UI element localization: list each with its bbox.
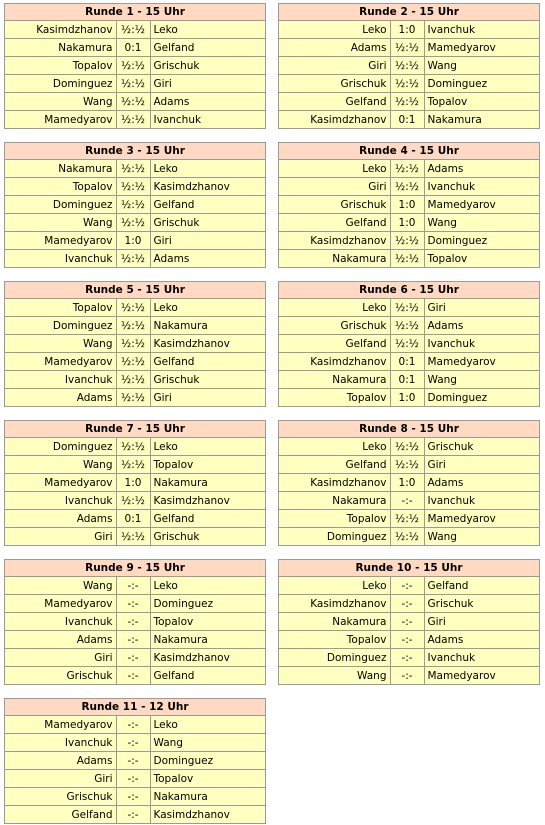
game-result: 1:0	[390, 21, 424, 39]
white-player: Wang	[5, 456, 116, 474]
game-result: ½:½	[116, 492, 150, 510]
game-row	[5, 456, 265, 474]
white-player: Ivanchuk	[5, 371, 116, 389]
black-player: Dominguez	[150, 595, 265, 613]
game-row	[5, 299, 265, 317]
game-result: ½:½	[390, 250, 424, 268]
round-title: Runde 2 - 15 Uhr	[279, 4, 539, 21]
white-player: Dominguez	[5, 438, 116, 456]
black-player: Topalov	[150, 456, 265, 474]
games-table	[5, 716, 265, 823]
white-player: Giri	[279, 178, 390, 196]
game-row	[279, 353, 539, 371]
white-player: Leko	[279, 21, 390, 39]
game-row	[279, 371, 539, 389]
game-result: -:-	[116, 613, 150, 631]
game-result: -:-	[116, 752, 150, 770]
game-row	[5, 716, 265, 734]
game-row	[279, 510, 539, 528]
white-player: Nakamura	[279, 492, 390, 510]
white-player: Giri	[5, 770, 116, 788]
white-player: Mamedyarov	[5, 595, 116, 613]
game-result: ½:½	[390, 335, 424, 353]
white-player: Wang	[5, 577, 116, 595]
white-player: Kasimdzhanov	[310, 113, 387, 126]
round-table	[278, 3, 540, 129]
game-result: ½:½	[116, 93, 150, 111]
game-row	[5, 631, 265, 649]
white-player: Adams	[279, 39, 390, 57]
games-table	[279, 438, 539, 545]
white-player: Wang	[357, 669, 387, 682]
black-player: Kasimdzhanov	[153, 808, 230, 821]
white-player: Gelfand	[279, 93, 390, 111]
game-result: -:-	[390, 613, 424, 631]
white-player: Mamedyarov	[5, 716, 116, 734]
game-result: ½:½	[116, 335, 150, 353]
game-result: -:-	[390, 595, 424, 613]
game-row	[279, 438, 539, 456]
black-player: Adams	[150, 93, 265, 111]
black-player: Mamedyarov	[424, 196, 539, 214]
black-player: Gelfand	[153, 669, 195, 682]
black-player: Adams	[424, 160, 539, 178]
games-table	[5, 577, 265, 684]
black-player: Adams	[153, 252, 190, 265]
game-row	[279, 317, 539, 335]
game-result: ½:½	[116, 75, 150, 93]
round-table	[278, 420, 540, 546]
white-player: Topalov	[5, 178, 116, 196]
white-player: Adams	[5, 631, 116, 649]
game-result: ½:½	[116, 371, 150, 389]
white-player: Grischuk	[279, 75, 390, 93]
white-player: Gelfand	[71, 808, 113, 821]
black-player: Ivanchuk	[424, 335, 539, 353]
game-row	[5, 528, 265, 546]
game-result: ½:½	[116, 317, 150, 335]
white-player: Wang	[5, 93, 116, 111]
games-table	[5, 21, 265, 128]
white-player: Dominguez	[5, 317, 116, 335]
round-title: Runde 4 - 15 Uhr	[279, 143, 539, 160]
round-table	[278, 559, 540, 685]
black-player: Dominguez	[427, 391, 488, 404]
game-result: ½:½	[116, 456, 150, 474]
round-title: Runde 9 - 15 Uhr	[5, 560, 265, 577]
white-player: Grischuk	[279, 196, 390, 214]
game-result: ½:½	[116, 196, 150, 214]
game-row	[5, 196, 265, 214]
game-result: ½:½	[116, 299, 150, 317]
game-result: -:-	[116, 667, 150, 685]
white-player: Gelfand	[279, 456, 390, 474]
white-player: Leko	[279, 438, 390, 456]
game-result: ½:½	[116, 528, 150, 546]
game-row	[5, 371, 265, 389]
game-row	[5, 57, 265, 75]
white-player: Topalov	[279, 631, 390, 649]
black-player: Giri	[150, 232, 265, 250]
black-player: Mamedyarov	[424, 39, 539, 57]
game-result: -:-	[116, 734, 150, 752]
game-row	[279, 111, 539, 129]
game-row	[5, 353, 265, 371]
round-title: Runde 8 - 15 Uhr	[279, 421, 539, 438]
game-result: 0:1	[390, 353, 424, 371]
round-title: Runde 10 - 15 Uhr	[279, 560, 539, 577]
game-row	[279, 667, 539, 685]
game-row	[279, 492, 539, 510]
round-title: Runde 1 - 15 Uhr	[5, 4, 265, 21]
black-player: Gelfand	[150, 39, 265, 57]
black-player: Adams	[424, 317, 539, 335]
game-result: ½:½	[116, 178, 150, 196]
white-player: Leko	[279, 577, 390, 595]
game-row	[5, 160, 265, 178]
white-player: Giri	[5, 649, 116, 667]
white-player: Ivanchuk	[5, 613, 116, 631]
game-row	[279, 613, 539, 631]
black-player: Mamedyarov	[427, 669, 496, 682]
black-player: Adams	[424, 474, 539, 492]
white-player: Kasimdzhanov	[5, 21, 116, 39]
game-row	[279, 39, 539, 57]
game-row	[279, 528, 539, 546]
game-row	[5, 250, 265, 268]
games-table	[5, 160, 265, 267]
white-player: Giri	[279, 57, 390, 75]
white-player: Kasimdzhanov	[279, 474, 390, 492]
black-player: Giri	[153, 391, 172, 404]
white-player: Mamedyarov	[5, 474, 116, 492]
game-row	[279, 389, 539, 407]
black-player: Ivanchuk	[153, 113, 202, 126]
game-result: -:-	[390, 649, 424, 667]
game-result: 1:0	[390, 389, 424, 407]
black-player: Adams	[424, 631, 539, 649]
black-player: Nakamura	[150, 317, 265, 335]
black-player: Kasimdzhanov	[150, 178, 265, 196]
white-player: Kasimdzhanov	[279, 353, 390, 371]
game-result: ½:½	[390, 39, 424, 57]
game-row	[5, 232, 265, 250]
game-row	[5, 474, 265, 492]
game-result: 1:0	[390, 214, 424, 232]
white-player: Ivanchuk	[5, 492, 116, 510]
black-player: Leko	[150, 716, 265, 734]
game-result: ½:½	[116, 389, 150, 407]
round-table	[278, 281, 540, 407]
game-result: -:-	[390, 667, 424, 685]
game-result: ½:½	[390, 178, 424, 196]
game-row	[279, 577, 539, 595]
game-row	[5, 21, 265, 39]
white-player: Topalov	[346, 391, 387, 404]
game-row	[5, 613, 265, 631]
white-player: Gelfand	[279, 335, 390, 353]
game-result: ½:½	[116, 353, 150, 371]
round-title: Runde 7 - 15 Uhr	[5, 421, 265, 438]
game-result: ½:½	[390, 93, 424, 111]
round-title: Runde 6 - 15 Uhr	[279, 282, 539, 299]
game-result: ½:½	[390, 510, 424, 528]
white-player: Giri	[94, 530, 113, 543]
game-row	[5, 649, 265, 667]
game-result: 1:0	[390, 474, 424, 492]
game-result: 1:0	[390, 196, 424, 214]
white-player: Dominguez	[326, 530, 387, 543]
white-player: Adams	[5, 752, 116, 770]
game-row	[5, 111, 265, 129]
white-player: Kasimdzhanov	[279, 595, 390, 613]
game-result: 1:0	[116, 474, 150, 492]
round-table	[4, 559, 266, 685]
black-player: Dominguez	[424, 232, 539, 250]
round-title: Runde 3 - 15 Uhr	[5, 143, 265, 160]
game-row	[279, 250, 539, 268]
game-result: -:-	[390, 577, 424, 595]
game-result: ½:½	[116, 214, 150, 232]
game-row	[5, 214, 265, 232]
round-table	[4, 420, 266, 546]
game-row	[279, 196, 539, 214]
games-table	[5, 438, 265, 545]
game-row	[5, 492, 265, 510]
game-result: ½:½	[116, 160, 150, 178]
white-player: Wang	[5, 335, 116, 353]
game-result: ½:½	[116, 111, 150, 129]
black-player: Wang	[427, 530, 457, 543]
black-player: Giri	[424, 299, 539, 317]
game-result: 1:0	[116, 232, 150, 250]
black-player: Mamedyarov	[424, 510, 539, 528]
game-result: ½:½	[390, 528, 424, 546]
black-player: Topalov	[424, 93, 539, 111]
game-row	[279, 160, 539, 178]
games-table	[279, 160, 539, 267]
game-result: ½:½	[390, 456, 424, 474]
game-row	[279, 649, 539, 667]
game-row	[5, 389, 265, 407]
game-result: -:-	[116, 806, 150, 824]
black-player: Grischuk	[153, 530, 200, 543]
game-row	[5, 75, 265, 93]
white-player: Nakamura	[332, 252, 387, 265]
game-row	[5, 317, 265, 335]
black-player: Leko	[150, 21, 265, 39]
black-player: Ivanchuk	[424, 649, 539, 667]
game-result: ½:½	[116, 438, 150, 456]
white-player: Kasimdzhanov	[279, 232, 390, 250]
black-player: Gelfand	[150, 353, 265, 371]
white-player: Topalov	[5, 57, 116, 75]
game-result: ½:½	[390, 317, 424, 335]
white-player: Dominguez	[279, 649, 390, 667]
round-table	[278, 142, 540, 268]
white-player: Nakamura	[279, 613, 390, 631]
game-result: ½:½	[116, 250, 150, 268]
black-player: Mamedyarov	[424, 353, 539, 371]
game-result: ½:½	[390, 232, 424, 250]
game-row	[279, 631, 539, 649]
black-player: Ivanchuk	[424, 21, 539, 39]
game-result: 0:1	[116, 510, 150, 528]
black-player: Leko	[150, 160, 265, 178]
white-player: Leko	[279, 299, 390, 317]
game-row	[5, 335, 265, 353]
game-row	[279, 57, 539, 75]
white-player: Mamedyarov	[44, 113, 113, 126]
white-player: Grischuk	[66, 669, 113, 682]
white-player: Dominguez	[5, 196, 116, 214]
game-row	[279, 75, 539, 93]
black-player: Leko	[150, 577, 265, 595]
game-row	[5, 438, 265, 456]
game-row	[279, 21, 539, 39]
white-player: Adams	[5, 510, 116, 528]
round-table	[4, 3, 266, 129]
black-player: Wang	[424, 214, 539, 232]
white-player: Mamedyarov	[5, 353, 116, 371]
game-row	[279, 474, 539, 492]
game-result: -:-	[116, 595, 150, 613]
round-table	[4, 142, 266, 268]
white-player: Wang	[5, 214, 116, 232]
game-row	[279, 232, 539, 250]
black-player: Topalov	[427, 252, 468, 265]
game-row	[279, 214, 539, 232]
black-player: Ivanchuk	[424, 492, 539, 510]
white-player: Nakamura	[279, 371, 390, 389]
white-player: Dominguez	[5, 75, 116, 93]
black-player: Leko	[150, 438, 265, 456]
white-player: Ivanchuk	[64, 252, 113, 265]
game-result: -:-	[116, 631, 150, 649]
black-player: Giri	[424, 613, 539, 631]
black-player: Grischuk	[424, 595, 539, 613]
game-result: ½:½	[116, 21, 150, 39]
game-result: ½:½	[116, 57, 150, 75]
game-row	[279, 595, 539, 613]
white-player: Topalov	[5, 299, 116, 317]
black-player: Kasimdzhanov	[150, 492, 265, 510]
game-row	[279, 178, 539, 196]
game-result: ½:½	[390, 299, 424, 317]
black-player: Kasimdzhanov	[150, 649, 265, 667]
game-result: 0:1	[116, 39, 150, 57]
black-player: Dominguez	[424, 75, 539, 93]
round-title: Runde 11 - 12 Uhr	[5, 699, 265, 716]
game-result: 0:1	[390, 111, 424, 129]
black-player: Grischuk	[150, 57, 265, 75]
black-player: Topalov	[150, 613, 265, 631]
games-table	[279, 577, 539, 684]
game-row	[5, 93, 265, 111]
white-player: Topalov	[279, 510, 390, 528]
black-player: Wang	[424, 371, 539, 389]
game-row	[5, 39, 265, 57]
game-row	[5, 788, 265, 806]
game-result: -:-	[116, 788, 150, 806]
game-row	[279, 335, 539, 353]
black-player: Leko	[150, 299, 265, 317]
game-result: -:-	[390, 492, 424, 510]
white-player: Leko	[279, 160, 390, 178]
game-row	[5, 595, 265, 613]
game-row	[5, 667, 265, 685]
game-row	[279, 456, 539, 474]
black-player: Nakamura	[150, 474, 265, 492]
black-player: Kasimdzhanov	[150, 335, 265, 353]
game-result: ½:½	[390, 160, 424, 178]
games-table	[5, 299, 265, 406]
round-table	[4, 698, 266, 824]
black-player: Grischuk	[150, 371, 265, 389]
game-result: ½:½	[390, 75, 424, 93]
black-player: Gelfand	[150, 196, 265, 214]
game-row	[279, 93, 539, 111]
game-result: 0:1	[390, 371, 424, 389]
black-player: Nakamura	[150, 788, 265, 806]
white-player: Nakamura	[5, 39, 116, 57]
game-result: -:-	[116, 716, 150, 734]
black-player: Gelfand	[150, 510, 265, 528]
black-player: Grischuk	[424, 438, 539, 456]
black-player: Giri	[424, 456, 539, 474]
games-table	[279, 21, 539, 128]
black-player: Ivanchuk	[424, 178, 539, 196]
game-row	[5, 734, 265, 752]
white-player: Gelfand	[279, 214, 390, 232]
games-table	[279, 299, 539, 406]
white-player: Grischuk	[5, 788, 116, 806]
game-row	[279, 299, 539, 317]
black-player: Nakamura	[427, 113, 482, 126]
black-player: Grischuk	[150, 214, 265, 232]
black-player: Wang	[150, 734, 265, 752]
black-player: Dominguez	[150, 752, 265, 770]
black-player: Topalov	[150, 770, 265, 788]
black-player: Wang	[424, 57, 539, 75]
black-player: Giri	[150, 75, 265, 93]
game-row	[5, 770, 265, 788]
white-player: Mamedyarov	[5, 232, 116, 250]
white-player: Ivanchuk	[5, 734, 116, 752]
game-result: -:-	[390, 631, 424, 649]
game-row	[5, 577, 265, 595]
game-result: ½:½	[390, 438, 424, 456]
white-player: Adams	[76, 391, 113, 404]
white-player: Nakamura	[5, 160, 116, 178]
round-table	[4, 281, 266, 407]
game-row	[5, 806, 265, 824]
game-row	[5, 752, 265, 770]
white-player: Grischuk	[279, 317, 390, 335]
game-result: -:-	[116, 770, 150, 788]
game-result: ½:½	[390, 57, 424, 75]
game-result: -:-	[116, 649, 150, 667]
black-player: Nakamura	[150, 631, 265, 649]
game-row	[5, 510, 265, 528]
game-result: -:-	[116, 577, 150, 595]
round-title: Runde 5 - 15 Uhr	[5, 282, 265, 299]
black-player: Gelfand	[424, 577, 539, 595]
game-row	[5, 178, 265, 196]
